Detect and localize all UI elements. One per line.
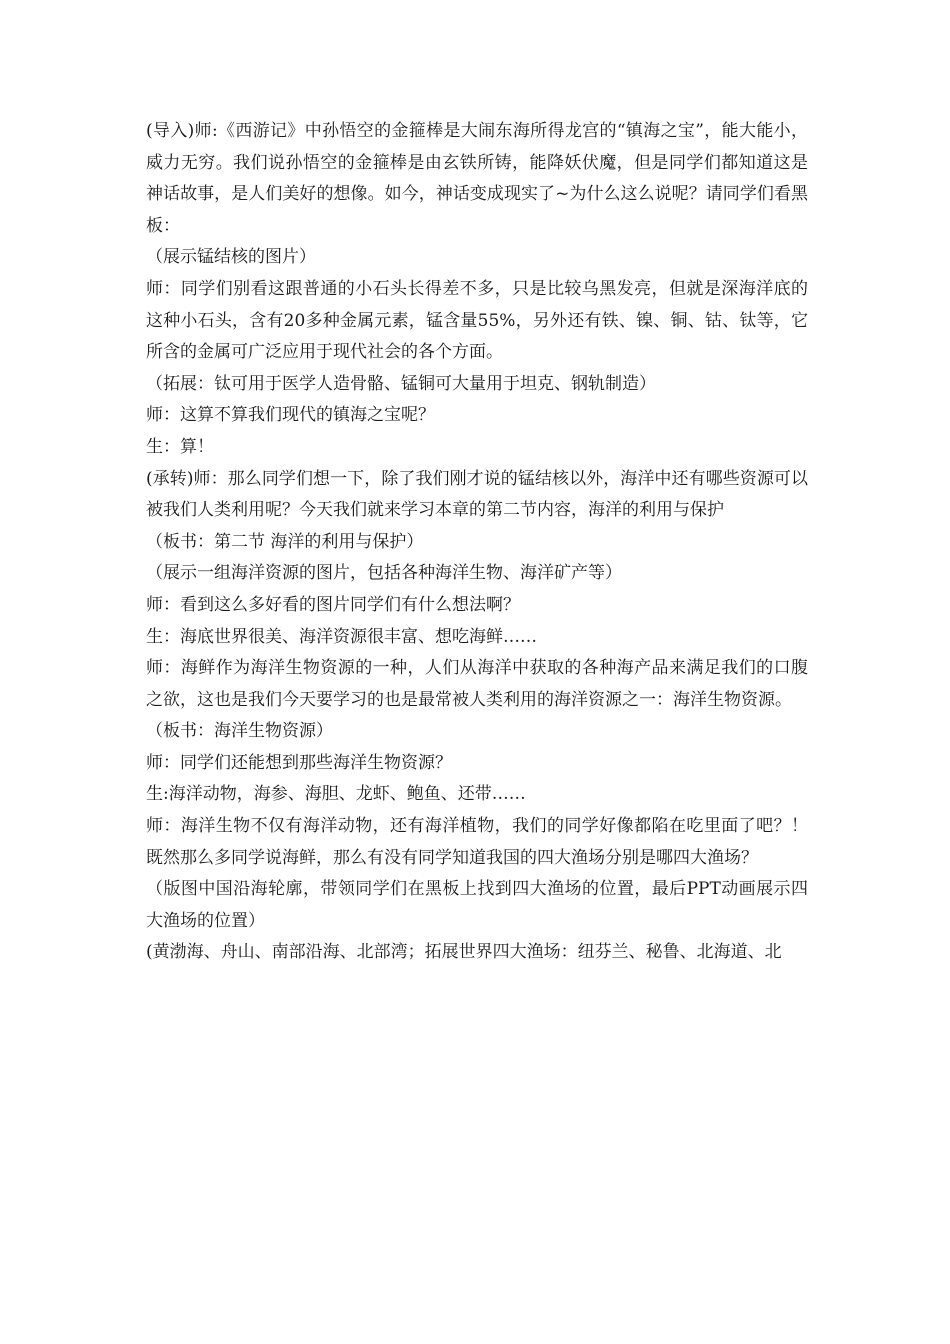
paragraph-board-section: （板书：第二节 海洋的利用与保护） [146, 531, 424, 552]
paragraph-intro: (导入)师:《西游记》中孙悟空的金箍棒是大闹东海所得龙宫的“镇海之宝”，能大能小，威力无穷。我们说孙悟空的金箍棒是由玄铁所铸，能降妖伏魔，但是同学们都知道这是神话故事，是人们美好的想像。如今，神话变成现实了~为什么这么说呢？请同学们看黑板： [146, 121, 808, 236]
paragraph-board-biological: （板书：海洋生物资源） [146, 721, 333, 742]
paragraph-show-resources: （展示一组海洋资源的图片，包括各种海洋生物、海洋矿产等） [146, 563, 622, 584]
paragraph-teacher-nodule: 师：同学们别看这跟普通的小石头长得差不多，只是比较乌黑发亮，但就是深海洋底的这种小石头，含有20多种金属元素，锰含量55%，另外还有铁、镍、铜、钴、钛等，它所含的金属可广泛应用于现代社会的各个方面。 [146, 278, 808, 363]
paragraph-extension-titanium: （拓展：钛可用于医学人造骨骼、锰铜可大量用于坦克、钢轨制造） [146, 373, 656, 394]
paragraph-teacher-pictures: 师：看到这么多好看的图片同学们有什么想法啊？ [146, 594, 520, 615]
paragraph-teacher-biological: 师：海鲜作为海洋生物资源的一种，人们从海洋中获取的各种海产品来满足我们的口腹之欲，这也是我们今天要学习的也是最常被人类利用的海洋资源之一：海洋生物资源。 [146, 658, 808, 710]
paragraph-teacher-question: 师：这算不算我们现代的镇海之宝呢？ [146, 405, 435, 426]
paragraph-student-seafood: 生：海底世界很美、海洋资源很丰富、想吃海鲜…… [146, 626, 537, 647]
paragraph-teacher-other-resources: 师：同学们还能想到那些海洋生物资源？ [146, 752, 452, 773]
paragraph-transition: (承转)师：那么同学们想一下，除了我们刚才说的锰结核以外，海洋中还有哪些资源可以被我们人类利用呢？今天我们就来学习本章的第二节内容，海洋的利用与保护 [146, 468, 808, 521]
paragraph-show-nodule-image: （展示锰结核的图片） [146, 247, 316, 268]
paragraph-map-activity: （版图中国沿海轮廓，带领同学们在黑板上找到四大渔场的位置，最后PPT动画展示四大渔场的位置） [146, 879, 808, 931]
paragraph-student-answer: 生：算！ [146, 436, 214, 457]
lesson-transcript [146, 116, 808, 969]
paragraph-teacher-fisheries: 师：海洋生物不仅有海洋动物，还有海洋植物，我们的同学好像都陷在吃里面了吧？！既然那么多同学说海鲜，那么有没有同学知道我国的四大渔场分别是哪四大渔场？ [146, 816, 808, 868]
paragraph-fisheries-list: (黄渤海、舟山、南部沿海、北部湾；拓展世界四大渔场：纽芬兰、秘鲁、北海道、北 [146, 942, 782, 963]
paragraph-student-animals: 生:海洋动物，海参、海胆、龙虾、鲍鱼、还带…… [146, 784, 526, 805]
